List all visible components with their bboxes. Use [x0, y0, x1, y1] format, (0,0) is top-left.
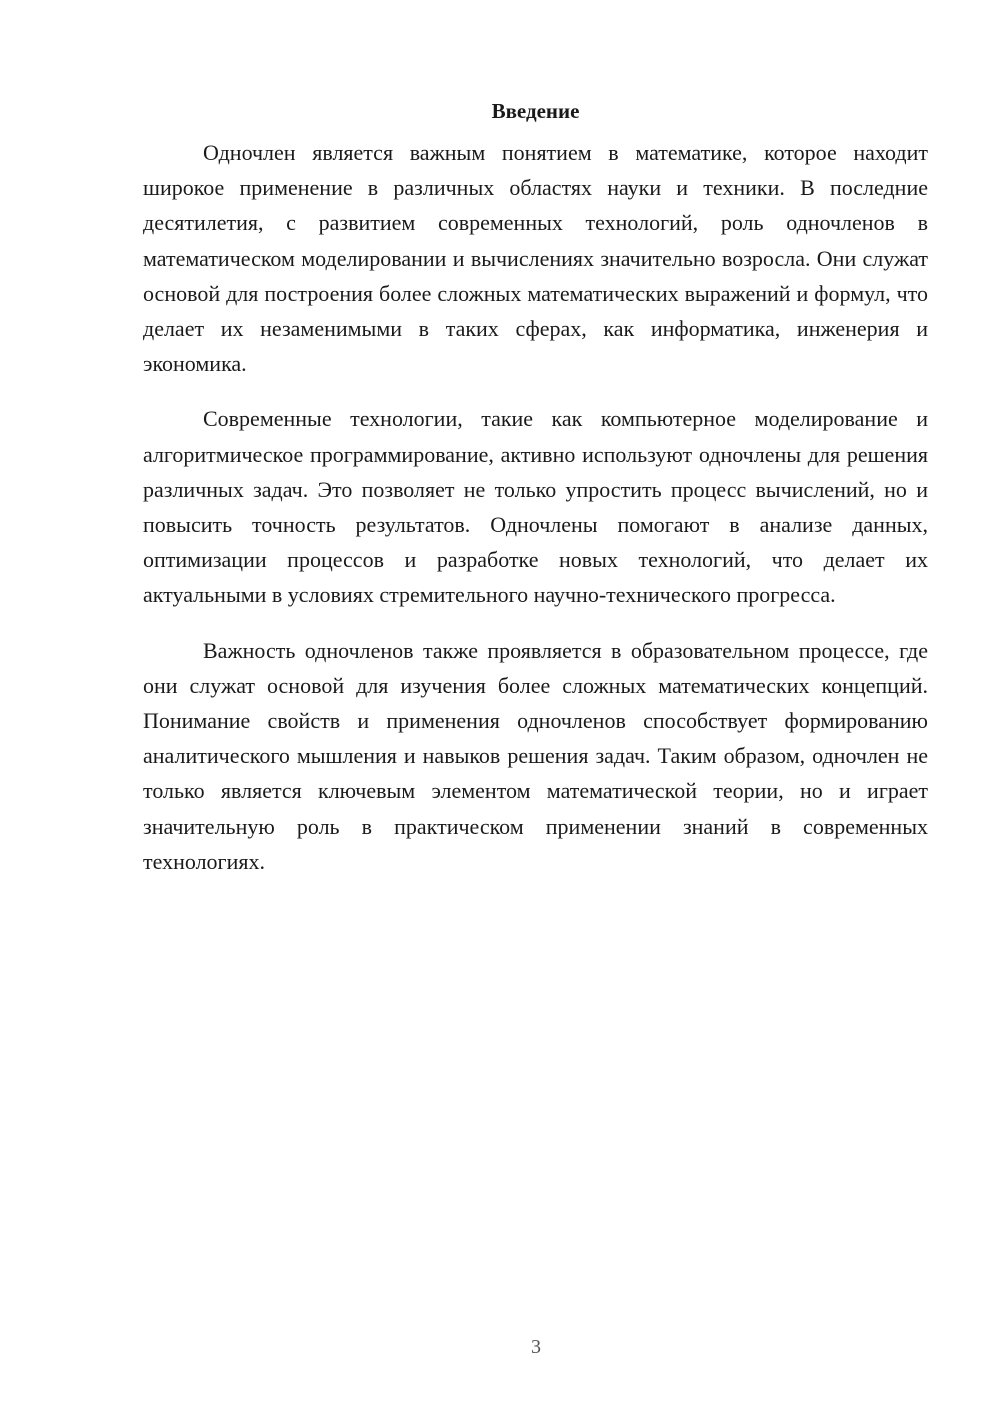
- page-content: [143, 96, 928, 899]
- paragraph-2: Современные технологии, такие как компьютерное моделирование и алгоритмическое программирование, активно используют одночлены для решения различных задач. Это позволяет не только упростить процесс вычислений, но и повысить точность результатов. Одночлены помогают в анализе данных, оптимизации процессов и разработке новых технологий, что делает их актуальными в условиях стремительного научно-технического прогресса.: [143, 406, 928, 608]
- paragraph-1: Одночлен является важным понятием в математике, которое находит широкое применение в различных областях науки и техники. В последние десятилетия, с развитием современных технологий, роль одночленов в математическом моделировании и вычислениях значительно возросла. Они служат основой для построения более сложных математических выражений и формул, что делает их незаменимыми в таких сферах, как информатика, инженерия и экономика.: [143, 140, 928, 377]
- page-number: 3: [531, 1336, 541, 1358]
- section-title: Введение: [491, 99, 580, 123]
- paragraph-3: Важность одночленов также проявляется в образовательном процессе, где они служат основой для изучения более сложных математических концепций. Понимание свойств и применения одночленов способствует формированию аналитического мышления и навыков решения задач. Таким образом, одночлен не только является ключевым элементом математической теории, но и играет значительную роль в практическом применении знаний в современных технологиях.: [143, 637, 928, 874]
